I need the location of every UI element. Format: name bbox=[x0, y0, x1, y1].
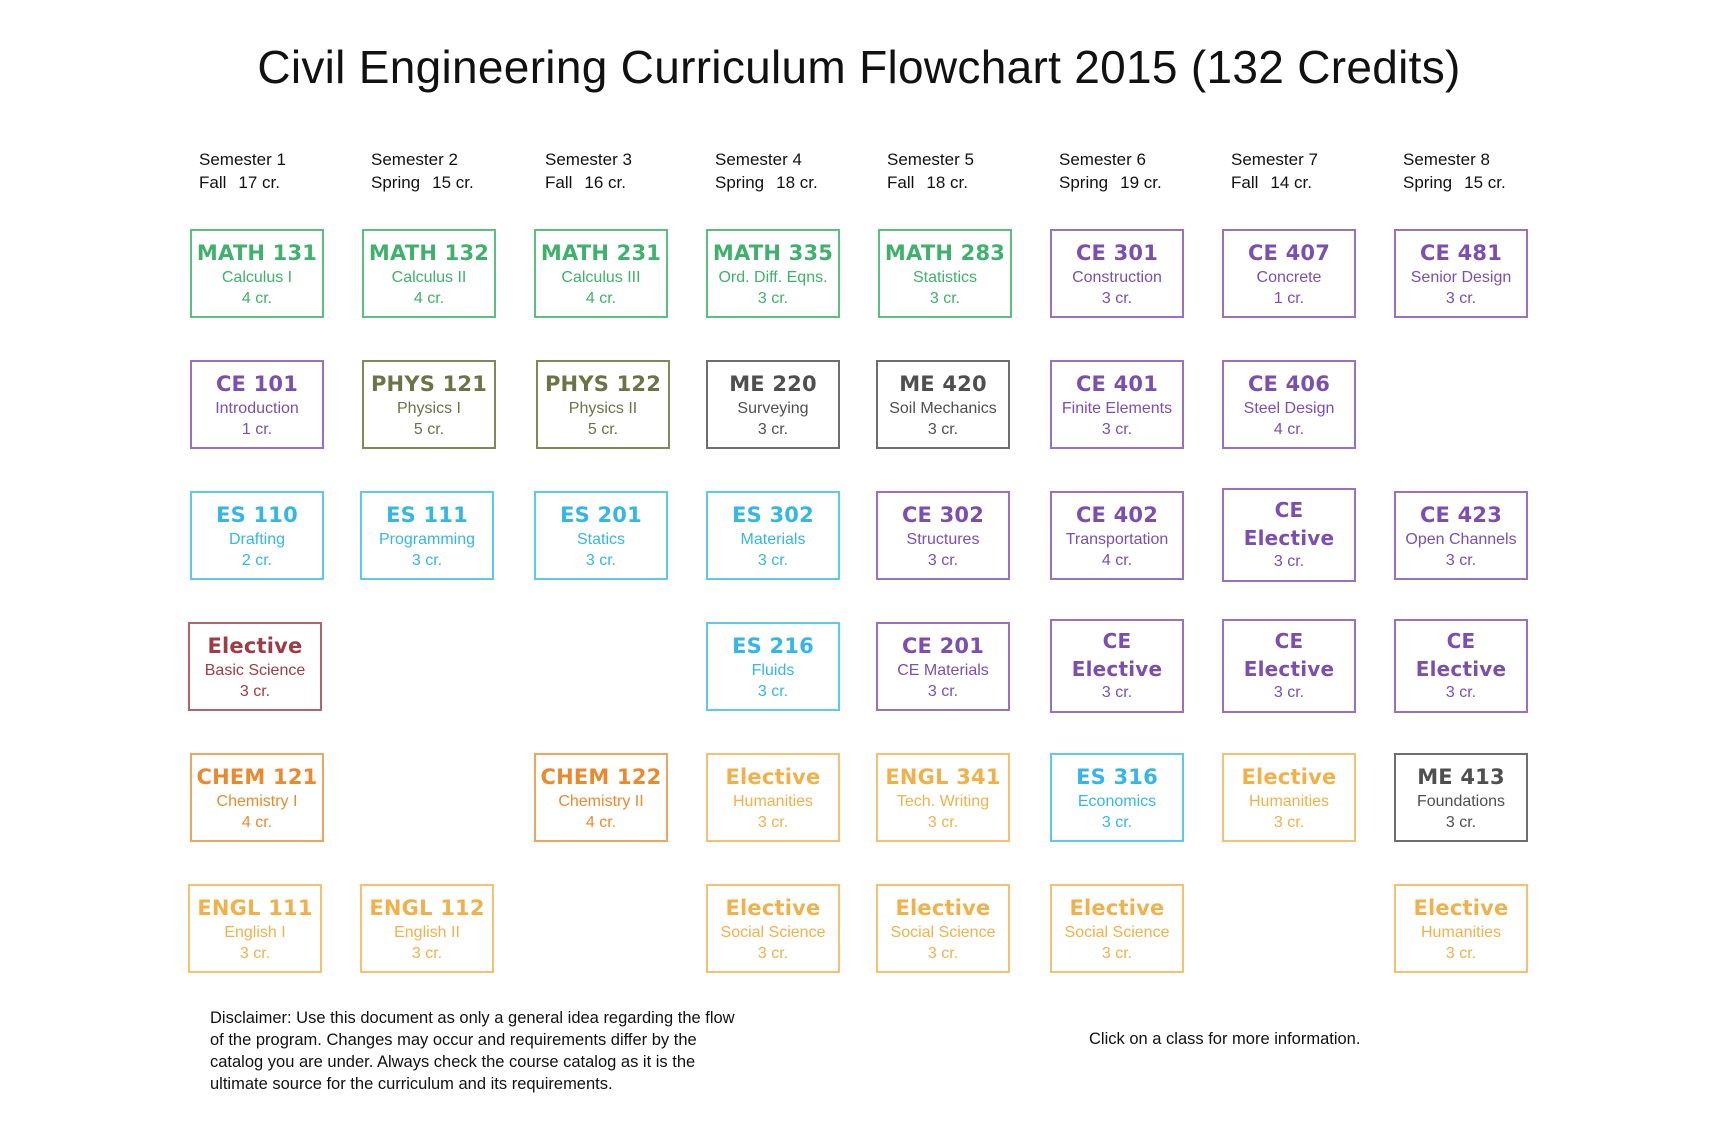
course-credits: 3 cr. bbox=[1445, 945, 1477, 962]
semester-credits: 19 cr. bbox=[1120, 173, 1162, 192]
course-code: CE 101 bbox=[215, 372, 299, 396]
course-box-humanities-elective[interactable] bbox=[1222, 753, 1356, 842]
course-box-ce-481[interactable] bbox=[1394, 229, 1528, 318]
course-credits: 4 cr. bbox=[585, 814, 617, 831]
course-code: CE Elective bbox=[1243, 629, 1335, 681]
course-code: Elective bbox=[725, 896, 821, 920]
course-code: ES 111 bbox=[386, 503, 468, 527]
semester-credits: 15 cr. bbox=[432, 173, 474, 192]
course-box-ce-407[interactable] bbox=[1222, 229, 1356, 318]
course-credits: 3 cr. bbox=[1273, 814, 1305, 831]
semester-credits: 16 cr. bbox=[584, 173, 626, 192]
course-credits: 3 cr. bbox=[927, 421, 959, 438]
course-box-es-111[interactable] bbox=[360, 491, 494, 580]
semester-term: Fall bbox=[887, 173, 915, 192]
course-name: Soil Mechanics bbox=[889, 400, 997, 417]
course-box-social-science-elective[interactable] bbox=[706, 884, 840, 973]
course-credits: 3 cr. bbox=[1101, 684, 1133, 701]
course-box-chem-122[interactable] bbox=[534, 753, 668, 842]
course-name: Tech. Writing bbox=[896, 793, 990, 810]
course-box-math-335[interactable] bbox=[706, 229, 840, 318]
course-credits: 3 cr. bbox=[411, 945, 443, 962]
course-box-humanities-elective[interactable] bbox=[706, 753, 840, 842]
course-code: ME 420 bbox=[899, 372, 987, 396]
course-credits: 3 cr. bbox=[757, 421, 789, 438]
semester-credits: 18 cr. bbox=[926, 173, 968, 192]
semester-term: Fall bbox=[199, 173, 227, 192]
course-box-ce-423[interactable] bbox=[1394, 491, 1528, 580]
course-credits: 3 cr. bbox=[757, 945, 789, 962]
course-name: Finite Elements bbox=[1061, 400, 1173, 417]
course-box-ce-elective[interactable] bbox=[1050, 619, 1184, 713]
course-credits: 3 cr. bbox=[1445, 684, 1477, 701]
semester-header-1 bbox=[199, 148, 359, 194]
course-credits: 3 cr. bbox=[1445, 290, 1477, 307]
course-name: English II bbox=[394, 924, 460, 941]
semester-header-7 bbox=[1231, 148, 1391, 194]
course-code: CE 481 bbox=[1419, 241, 1503, 265]
course-box-es-216[interactable] bbox=[706, 622, 840, 711]
course-name: Statistics bbox=[912, 269, 977, 286]
course-code: MATH 132 bbox=[368, 241, 490, 265]
course-credits: 5 cr. bbox=[413, 421, 445, 438]
course-name: Introduction bbox=[215, 400, 299, 417]
course-credits: 3 cr. bbox=[1273, 684, 1305, 701]
course-credits: 3 cr. bbox=[1445, 552, 1477, 569]
course-code: Elective bbox=[207, 634, 303, 658]
course-name: Humanities bbox=[1420, 924, 1502, 941]
course-name: Physics II bbox=[568, 400, 638, 417]
course-box-ce-201[interactable] bbox=[876, 622, 1010, 711]
course-name: Humanities bbox=[732, 793, 814, 810]
course-name: Construction bbox=[1072, 269, 1162, 286]
course-credits: 4 cr. bbox=[241, 290, 273, 307]
course-box-ce-302[interactable] bbox=[876, 491, 1010, 580]
course-code: ENGL 341 bbox=[885, 765, 1001, 789]
course-credits: 3 cr. bbox=[411, 552, 443, 569]
course-name: Transportation bbox=[1065, 531, 1169, 548]
course-code: ES 316 bbox=[1076, 765, 1158, 789]
course-name: Foundations bbox=[1416, 793, 1506, 810]
course-name: Social Science bbox=[720, 924, 826, 941]
course-credits: 4 cr. bbox=[241, 814, 273, 831]
course-code: ES 110 bbox=[216, 503, 298, 527]
course-credits: 4 cr. bbox=[413, 290, 445, 307]
course-code: CE Elective bbox=[1243, 498, 1335, 550]
course-credits: 3 cr. bbox=[585, 552, 617, 569]
semester-credits: 17 cr. bbox=[238, 173, 280, 192]
semester-term: Spring bbox=[1059, 173, 1109, 192]
semester-credits: 18 cr. bbox=[776, 173, 818, 192]
course-credits: 3 cr. bbox=[239, 683, 271, 700]
semester-term: Fall bbox=[1231, 173, 1259, 192]
course-name: Basic Science bbox=[204, 662, 306, 679]
semester-header-3 bbox=[545, 148, 705, 194]
course-credits: 3 cr. bbox=[239, 945, 271, 962]
course-box-es-110[interactable] bbox=[190, 491, 324, 580]
course-name: Programming bbox=[378, 531, 476, 548]
semester-label: Semester 3 bbox=[545, 150, 632, 169]
course-code: MATH 131 bbox=[196, 241, 318, 265]
course-box-engl-112[interactable] bbox=[360, 884, 494, 973]
course-credits: 4 cr. bbox=[1273, 421, 1305, 438]
course-box-ce-elective[interactable] bbox=[1394, 619, 1528, 713]
course-code: Elective bbox=[1069, 896, 1165, 920]
course-code: CE 301 bbox=[1075, 241, 1159, 265]
course-name: Concrete bbox=[1256, 269, 1322, 286]
course-name: Calculus I bbox=[221, 269, 293, 286]
course-name: Senior Design bbox=[1410, 269, 1512, 286]
semester-term: Spring bbox=[1403, 173, 1453, 192]
course-name: Materials bbox=[740, 531, 806, 548]
course-name: CE Materials bbox=[897, 662, 989, 679]
semester-header-4 bbox=[715, 148, 875, 194]
semester-credits: 15 cr. bbox=[1464, 173, 1506, 192]
course-credits: 3 cr. bbox=[1101, 945, 1133, 962]
course-code: PHYS 122 bbox=[544, 372, 662, 396]
course-code: CE 401 bbox=[1075, 372, 1159, 396]
course-box-me-420[interactable] bbox=[876, 360, 1010, 449]
course-credits: 3 cr. bbox=[1101, 814, 1133, 831]
course-credits: 3 cr. bbox=[757, 683, 789, 700]
course-code: ES 216 bbox=[732, 634, 814, 658]
course-credits: 3 cr. bbox=[1445, 814, 1477, 831]
course-name: Drafting bbox=[228, 531, 286, 548]
course-code: ENGL 112 bbox=[369, 896, 485, 920]
course-box-math-283[interactable] bbox=[878, 229, 1012, 318]
course-code: ME 220 bbox=[729, 372, 817, 396]
semester-header-5 bbox=[887, 148, 1047, 194]
course-code: ES 302 bbox=[732, 503, 814, 527]
course-credits: 3 cr. bbox=[927, 552, 959, 569]
course-code: Elective bbox=[1413, 896, 1509, 920]
course-box-math-231[interactable] bbox=[534, 229, 668, 318]
course-box-me-220[interactable] bbox=[706, 360, 840, 449]
course-box-engl-111[interactable] bbox=[188, 884, 322, 973]
course-name: Humanities bbox=[1248, 793, 1330, 810]
course-name: English I bbox=[224, 924, 286, 941]
semester-credits: 14 cr. bbox=[1270, 173, 1312, 192]
semester-label: Semester 8 bbox=[1403, 150, 1490, 169]
course-name: Economics bbox=[1077, 793, 1157, 810]
semester-term: Fall bbox=[545, 173, 573, 192]
course-code: CE 423 bbox=[1419, 503, 1503, 527]
course-box-es-201[interactable] bbox=[534, 491, 668, 580]
course-code: ME 413 bbox=[1417, 765, 1505, 789]
course-code: CHEM 121 bbox=[196, 765, 318, 789]
course-box-phys-122[interactable] bbox=[536, 360, 670, 449]
course-box-basic-science-elective[interactable] bbox=[188, 622, 322, 711]
course-code: CE 302 bbox=[901, 503, 985, 527]
semester-label: Semester 4 bbox=[715, 150, 802, 169]
course-code: CE 406 bbox=[1247, 372, 1331, 396]
course-box-ce-elective[interactable] bbox=[1222, 619, 1356, 713]
course-name: Calculus III bbox=[561, 269, 641, 286]
course-box-es-302[interactable] bbox=[706, 491, 840, 580]
semester-label: Semester 5 bbox=[887, 150, 974, 169]
course-box-me-413[interactable] bbox=[1394, 753, 1528, 842]
course-name: Chemistry II bbox=[558, 793, 644, 810]
course-name: Social Science bbox=[890, 924, 996, 941]
course-name: Surveying bbox=[737, 400, 809, 417]
course-credits: 3 cr. bbox=[929, 290, 961, 307]
semester-header-2 bbox=[371, 148, 531, 194]
course-code: PHYS 121 bbox=[370, 372, 488, 396]
course-name: Ord. Diff. Eqns. bbox=[718, 269, 828, 286]
course-box-chem-121[interactable] bbox=[190, 753, 324, 842]
page-title: Civil Engineering Curriculum Flowchart 2015 (132 Credits) bbox=[257, 41, 1461, 93]
course-name: Open Channels bbox=[1405, 531, 1517, 548]
disclaimer-text: Disclaimer: Use this document as only a general idea regarding the flow of the program. Changes may occur and requirements differ by the catalog you are under. Always check the course catalog as it is the ultimate source for the curriculum and its requirements. bbox=[210, 1009, 735, 1093]
course-box-social-science-elective[interactable] bbox=[876, 884, 1010, 973]
course-code: MATH 335 bbox=[712, 241, 834, 265]
course-credits: 3 cr. bbox=[1101, 290, 1133, 307]
course-code: MATH 231 bbox=[540, 241, 662, 265]
course-credits: 3 cr. bbox=[927, 814, 959, 831]
course-box-ce-406[interactable] bbox=[1222, 360, 1356, 449]
course-box-es-316[interactable] bbox=[1050, 753, 1184, 842]
course-credits: 5 cr. bbox=[587, 421, 619, 438]
course-box-math-131[interactable] bbox=[190, 229, 324, 318]
course-box-ce-401[interactable] bbox=[1050, 360, 1184, 449]
course-name: Chemistry I bbox=[216, 793, 298, 810]
course-code: Elective bbox=[1241, 765, 1337, 789]
course-credits: 4 cr. bbox=[1101, 552, 1133, 569]
course-box-phys-121[interactable] bbox=[362, 360, 496, 449]
course-credits: 3 cr. bbox=[927, 945, 959, 962]
course-code: CE 201 bbox=[901, 634, 985, 658]
course-credits: 3 cr. bbox=[927, 683, 959, 700]
course-box-social-science-elective[interactable] bbox=[1050, 884, 1184, 973]
semester-term: Spring bbox=[371, 173, 421, 192]
course-credits: 1 cr. bbox=[241, 421, 273, 438]
course-name: Steel Design bbox=[1243, 400, 1335, 417]
course-credits: 2 cr. bbox=[241, 552, 273, 569]
semester-label: Semester 2 bbox=[371, 150, 458, 169]
course-code: Elective bbox=[895, 896, 991, 920]
course-box-ce-101[interactable] bbox=[190, 360, 324, 449]
course-name: Physics I bbox=[396, 400, 461, 417]
course-credits: 3 cr. bbox=[757, 814, 789, 831]
course-box-engl-341[interactable] bbox=[876, 753, 1010, 842]
course-box-ce-elective[interactable] bbox=[1222, 488, 1356, 582]
course-credits: 1 cr. bbox=[1273, 290, 1305, 307]
semester-label: Semester 6 bbox=[1059, 150, 1146, 169]
course-name: Social Science bbox=[1064, 924, 1170, 941]
course-credits: 4 cr. bbox=[585, 290, 617, 307]
course-code: CE Elective bbox=[1415, 629, 1507, 681]
course-name: Fluids bbox=[751, 662, 795, 679]
course-code: CE 407 bbox=[1247, 241, 1331, 265]
course-credits: 3 cr. bbox=[1101, 421, 1133, 438]
course-code: ES 201 bbox=[560, 503, 642, 527]
course-name: Calculus II bbox=[391, 269, 467, 286]
course-code: Elective bbox=[725, 765, 821, 789]
course-credits: 3 cr. bbox=[757, 552, 789, 569]
course-credits: 3 cr. bbox=[1273, 553, 1305, 570]
course-code: CE 402 bbox=[1075, 503, 1159, 527]
semester-term: Spring bbox=[715, 173, 765, 192]
course-name: Structures bbox=[906, 531, 980, 548]
course-box-math-132[interactable] bbox=[362, 229, 496, 318]
course-code: CE Elective bbox=[1071, 629, 1163, 681]
course-code: MATH 283 bbox=[884, 241, 1006, 265]
semester-header-6 bbox=[1059, 148, 1219, 194]
course-box-ce-301[interactable] bbox=[1050, 229, 1184, 318]
course-code: CHEM 122 bbox=[540, 765, 662, 789]
semester-label: Semester 1 bbox=[199, 150, 286, 169]
semester-header-8 bbox=[1403, 148, 1563, 194]
course-box-ce-402[interactable] bbox=[1050, 491, 1184, 580]
course-name: Statics bbox=[576, 531, 625, 548]
course-box-humanities-elective[interactable] bbox=[1394, 884, 1528, 973]
course-code: ENGL 111 bbox=[197, 896, 313, 920]
course-credits: 3 cr. bbox=[757, 290, 789, 307]
click-hint-text: Click on a class for more information. bbox=[1089, 1030, 1361, 1048]
semester-label: Semester 7 bbox=[1231, 150, 1318, 169]
